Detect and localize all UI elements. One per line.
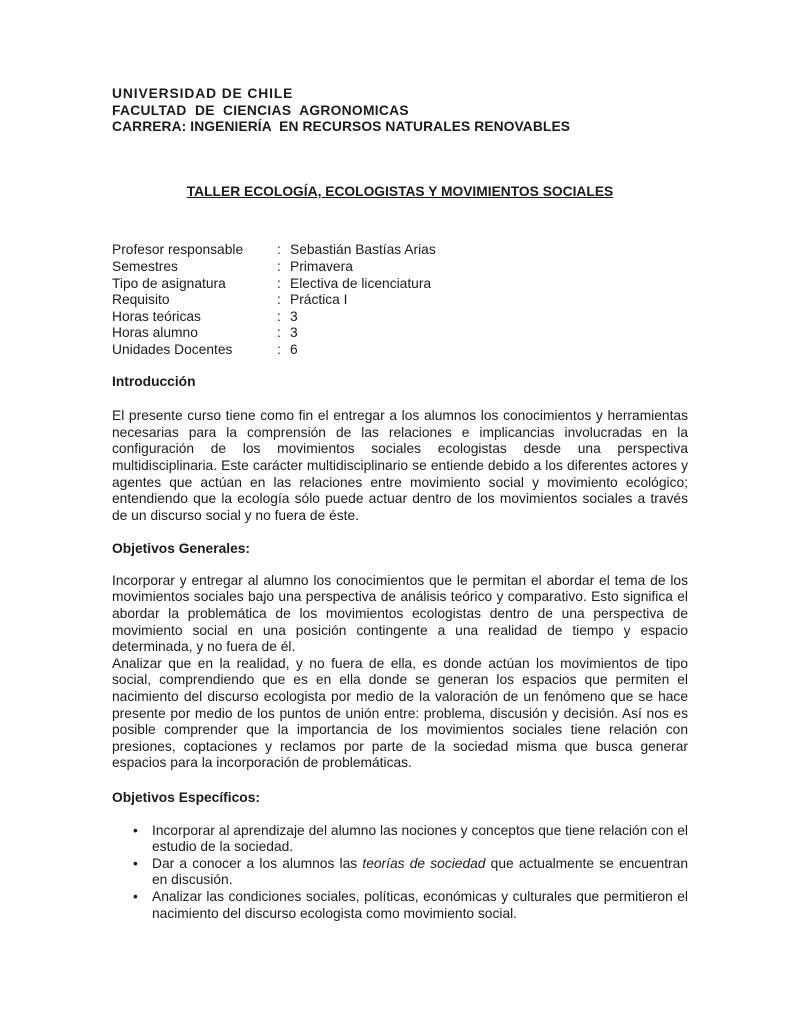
info-label: Profesor responsable xyxy=(112,242,244,258)
university-name: UNIVERSIDAD DE CHILE xyxy=(112,86,294,101)
info-label: Requisito xyxy=(112,292,170,308)
bullet-text: Incorporar al aprendizaje del alumno las nociones y conceptos que tiene relación con el estudio de la sociedad. xyxy=(152,822,688,855)
info-row-requisito xyxy=(112,292,688,309)
letterhead xyxy=(112,86,688,136)
info-colon: : xyxy=(277,275,281,291)
info-value: Primavera xyxy=(290,258,353,274)
objetivos-generales-paragraph-1: Incorporar y entregar al alumno los conocimientos que le permitan el abordar el tema de los movimientos sociales bajo una perspectiva de análisis teórico y comparativo. Esto significa el abordar la problemática de los movimientos ecologistas dentro de una perspectiva de movimiento social en una posición contingente a una realidad de tiempo y espacio determinada, y no fuera de él. xyxy=(112,572,688,655)
info-value: Sebastián Bastías Arias xyxy=(290,242,436,258)
info-label: Tipo de asignatura xyxy=(112,275,226,291)
program-name: CARRERA: INGENIERÍA EN RECURSOS NATURALES RENOVABLES xyxy=(112,119,571,135)
info-value: Práctica I xyxy=(290,292,348,308)
bullet-text: Dar a conocer a los alumnos las xyxy=(152,855,363,871)
course-title: TALLER ECOLOGÍA, ECOLOGISTAS Y MOVIMIENTOS SOCIALES xyxy=(186,183,614,199)
course-info-table xyxy=(112,242,688,358)
info-value: 3 xyxy=(290,325,298,341)
list-item xyxy=(112,823,688,856)
section-heading-objetivos-generales: Objetivos Generales: xyxy=(112,541,251,557)
faculty-name: FACULTAD DE CIENCIAS AGRONOMICAS xyxy=(112,102,409,118)
info-row-profesor xyxy=(112,242,688,259)
info-colon: : xyxy=(277,308,281,324)
info-row-tipo-asignatura xyxy=(112,276,688,293)
info-label: Unidades Docentes xyxy=(112,341,233,357)
info-row-horas-alumno xyxy=(112,325,688,342)
info-colon: : xyxy=(277,292,281,308)
bullet-icon: • xyxy=(133,822,138,838)
objetivos-especificos-list xyxy=(112,823,688,923)
bullet-icon: • xyxy=(133,888,138,904)
bullet-text: que actualmente se encuentran en discusión. xyxy=(152,855,689,888)
objetivos-generales-paragraph-2: Analizar que en la realidad, y no fuera de ella, es donde actúan los movimientos de tipo social, comprendiendo que es en ella donde se generan los espacios que permiten el nacimiento del discurso ecologista por medio de la valoración de un fenómeno que se hace presente por medio de los puntos de unión entre: problema, discusión y decisión. Así nos es posible comprender que la importancia de los movimientos sociales tiene relación con presiones, coptaciones y reclamos por parte de la sociedad misma que busca generar espacios para la incorporación de problemáticas. xyxy=(112,655,688,771)
info-label: Horas alumno xyxy=(112,325,198,341)
section-heading-objetivos-especificos: Objetivos Específicos: xyxy=(112,790,260,805)
info-colon: : xyxy=(277,258,281,274)
section-heading-introduccion: Introducción xyxy=(112,373,196,389)
list-item xyxy=(112,889,688,922)
info-row-unidades-docentes xyxy=(112,342,688,359)
info-row-semestres xyxy=(112,259,688,276)
bullet-icon: • xyxy=(133,855,138,871)
introduccion-paragraph: El presente curso tiene como fin el entregar a los alumnos los conocimientos y herramientas necesarias para la comprensión de las relaciones e implicancias involucradas en la configuración de los movimientos sociales ecologistas desde una perspectiva multidisciplinaria. Este carácter multidisciplinario se entiende debido a los diferentes actores y agentes que actúan en las relaciones entre movimiento social y movimiento ecológico; entendiendo que la ecología sólo puede actuar dentro de los movimientos sociales a través de un discurso social y no fuera de éste. xyxy=(112,408,688,523)
info-label: Semestres xyxy=(112,258,178,274)
bullet-text-italic: teorías de sociedad xyxy=(362,855,486,871)
info-colon: : xyxy=(277,242,281,258)
info-value: Electiva de licenciatura xyxy=(290,275,432,291)
info-value: 6 xyxy=(290,341,298,357)
list-item xyxy=(112,856,688,889)
info-value: 3 xyxy=(290,308,298,324)
info-label: Horas teóricas xyxy=(112,308,201,324)
info-row-horas-teoricas xyxy=(112,309,688,326)
bullet-text: Analizar las condiciones sociales, políticas, económicas y culturales que permitieron el nacimiento del discurso ecologista como movimiento social. xyxy=(152,888,688,921)
info-colon: : xyxy=(277,341,281,357)
info-colon: : xyxy=(277,325,281,341)
